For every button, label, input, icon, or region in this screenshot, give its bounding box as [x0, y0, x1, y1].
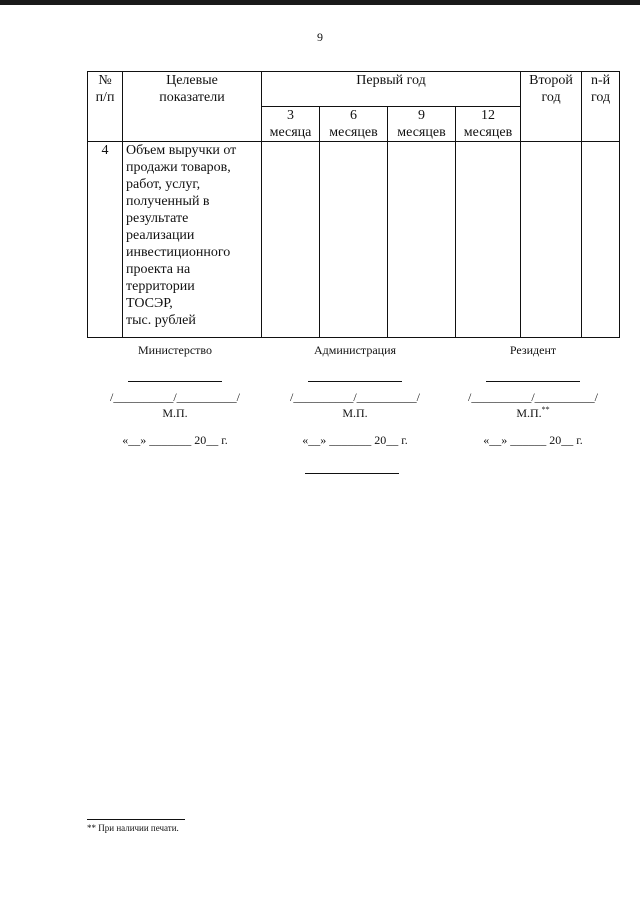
header-num-text: п/п [95, 90, 115, 105]
footnote-rule [87, 819, 185, 820]
indicator-line: результате [126, 211, 189, 226]
signature-ministry [100, 343, 250, 448]
signature-line [486, 363, 580, 382]
header-first-year: Первый год [262, 72, 521, 107]
indicator-line: Объем выручки от [126, 143, 237, 158]
header-period-3 [262, 107, 320, 142]
header-second-year [521, 72, 582, 142]
header-second-year-text: Второй [529, 73, 573, 88]
signature-line [308, 363, 402, 382]
header-period-text: 9 [418, 108, 425, 123]
closing-line [305, 473, 399, 474]
signature-title: Резидент [509, 343, 557, 357]
signature-resident [458, 343, 608, 448]
signature-name-line: /__________/__________/ [289, 390, 420, 404]
target-indicators-table [87, 71, 620, 338]
signature-line [128, 363, 222, 382]
header-period-text: месяцев [463, 125, 513, 140]
header-period-9 [388, 107, 456, 142]
header-indicators [123, 72, 262, 142]
signature-title: Министерство [138, 343, 212, 357]
indicator-line: инвестиционного [126, 245, 231, 260]
header-period-6 [320, 107, 388, 142]
header-nth-year-text: n-й [590, 73, 611, 88]
top-border [0, 0, 640, 5]
footnote: ** При наличии печати. [87, 823, 179, 833]
signature-name-line: /__________/__________/ [467, 390, 598, 404]
indicator-line: ТОСЭР, [126, 296, 173, 311]
indicator-line: реализации [126, 228, 195, 243]
date-line: «__» _______ 20__ г. [302, 433, 408, 447]
seal-label: М.П. [162, 406, 188, 420]
indicator-line: проекта на [126, 262, 191, 277]
header-second-year-text: год [541, 90, 561, 105]
header-period-text: месяцев [329, 125, 378, 140]
indicator-line: продажи товаров, [126, 160, 231, 175]
header-indicators-text: Целевые [166, 73, 218, 88]
cell-second-year [521, 142, 582, 338]
cell-6-months [320, 142, 388, 338]
indicator-line: тыс. рублей [126, 313, 196, 328]
indicator-line: полученный в [126, 194, 210, 209]
row-indicator [123, 142, 262, 338]
header-nth-year [582, 72, 620, 142]
date-line: «__» _______ 20__ г. [122, 433, 228, 447]
seal-label: М.П. [342, 406, 368, 420]
cell-nth-year [582, 142, 620, 338]
header-num-text: № [98, 73, 112, 88]
cell-9-months [388, 142, 456, 338]
cell-12-months [456, 142, 521, 338]
header-period-12 [456, 107, 521, 142]
signature-name-line: /__________/__________/ [109, 390, 240, 404]
seal-label: М.П.** [516, 405, 550, 420]
indicator-line: территории [126, 279, 195, 294]
header-indicators-text: показатели [159, 90, 225, 105]
header-period-text: месяца [269, 125, 312, 140]
row-num: 4 [88, 142, 123, 338]
header-period-text: 12 [481, 108, 495, 123]
signature-title: Администрация [313, 343, 397, 357]
indicator-line: работ, услуг, [126, 177, 201, 192]
cell-3-months [262, 142, 320, 338]
header-nth-year-text: год [590, 90, 611, 105]
header-period-text: 6 [350, 108, 357, 123]
header-period-text: месяцев [397, 125, 446, 140]
page-number: 9 [317, 30, 323, 44]
header-num [88, 72, 123, 142]
date-line: «__» ______ 20__ г. [483, 433, 583, 447]
signature-administration [280, 343, 430, 448]
header-period-text: 3 [287, 108, 294, 123]
